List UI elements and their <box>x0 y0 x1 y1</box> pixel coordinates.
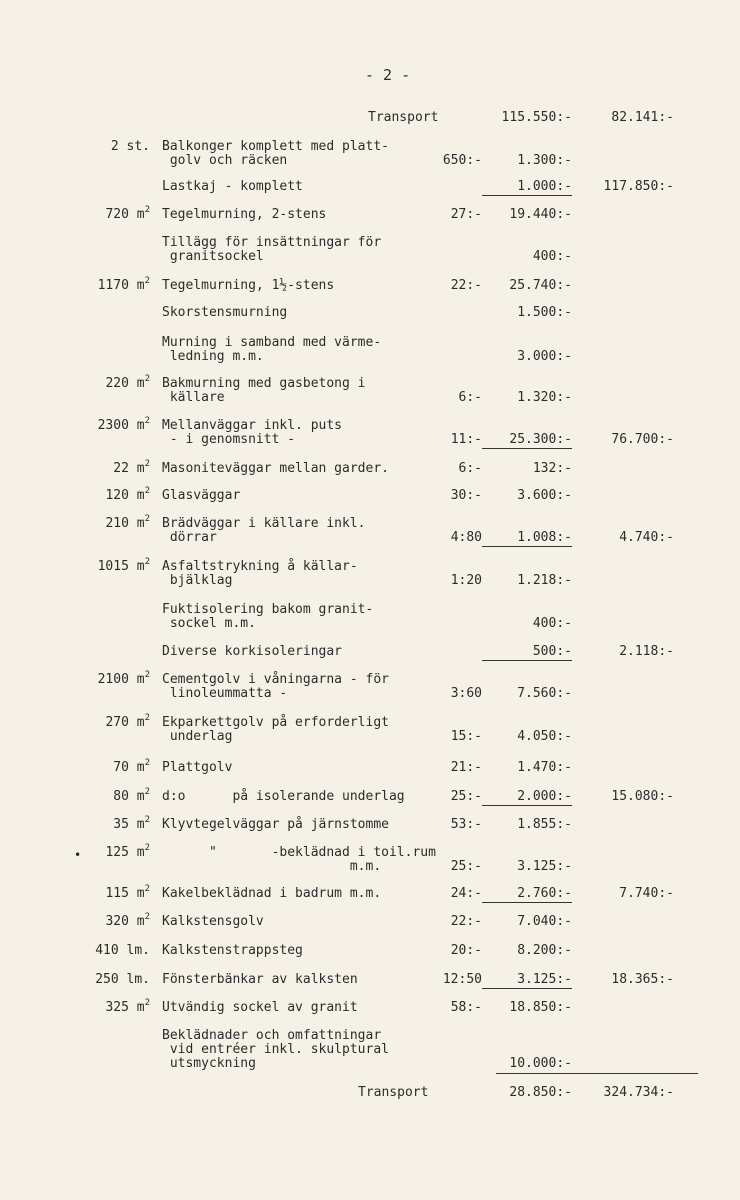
row-amount: 400:- <box>532 249 572 264</box>
row-unit-price: 20:- <box>450 943 482 958</box>
row-quantity <box>0 557 150 574</box>
row-quantity <box>0 973 150 987</box>
row-amount: 10.000:- <box>509 1056 572 1071</box>
row-amount: 1.000:- <box>482 180 572 196</box>
row-unit-price: 24:- <box>450 886 482 901</box>
row-subtotal: 15.080:- <box>611 789 674 804</box>
quantity-text: 720 m <box>105 207 145 222</box>
row-description: Ekparkettgolv på erforderligt underlag <box>162 715 389 744</box>
row-description: Tegelmurning, 1½-stens <box>162 278 335 293</box>
row-description: Murning i samband med värme- ledning m.m. <box>162 335 382 364</box>
footer-transport-subtotal: 324.734:- <box>603 1085 674 1100</box>
row-unit-price: 3:60 <box>450 686 482 701</box>
row-description: Glasväggar <box>162 488 241 503</box>
row-description: Tillägg för insättningar för granitsockel <box>162 235 382 264</box>
row-unit-price: 4:80 <box>450 530 482 545</box>
row-description: Asfaltstrykning å källar- bjälklag <box>162 559 358 588</box>
row-unit-price: 22:- <box>450 914 482 929</box>
row-unit-price: 650:- <box>442 153 482 168</box>
row-quantity <box>0 416 150 433</box>
unit-superscript: 2 <box>144 276 150 286</box>
unit-superscript: 2 <box>144 205 150 215</box>
row-description: " -beklädnad i toil.rum m.m. <box>208 845 436 874</box>
row-amount: 1.218:- <box>517 573 572 588</box>
row-description: Kakelbeklädnad i badrum m.m. <box>162 886 382 901</box>
unit-superscript: 2 <box>144 912 150 922</box>
row-subtotal: 76.700:- <box>611 432 674 447</box>
row-description: Diverse korkisoleringar <box>162 644 343 659</box>
unit-superscript: 2 <box>144 884 150 894</box>
row-description: Brädväggar i källare inkl. dörrar <box>162 516 366 545</box>
row-quantity <box>0 140 150 154</box>
row-unit-price: 25:- <box>450 859 482 874</box>
quantity-text: 115 m <box>105 886 145 901</box>
row-amount: 7.040:- <box>517 914 572 929</box>
quantity-text: 120 m <box>105 488 145 503</box>
row-amount: 3.000:- <box>517 349 572 364</box>
row-amount: 2.000:- <box>482 790 572 806</box>
unit-superscript: 2 <box>144 557 150 567</box>
footer-transport-label: Transport <box>358 1085 429 1100</box>
row-quantity <box>0 787 150 804</box>
quantity-text: 80 m <box>113 789 145 804</box>
row-quantity <box>0 374 150 391</box>
row-amount: 1.300:- <box>517 153 572 168</box>
quantity-text: 220 m <box>105 376 145 391</box>
row-description: Klyvtegelväggar på järnstomme <box>162 817 389 832</box>
unit-superscript: 2 <box>144 416 150 426</box>
row-quantity <box>0 486 150 503</box>
row-description: Cementgolv i våningarna - för linoleummatta - <box>162 672 389 701</box>
quantity-text: 250 lm. <box>95 972 150 987</box>
row-unit-price: 58:- <box>450 1000 482 1015</box>
row-subtotal: 4.740:- <box>619 530 674 545</box>
row-amount: 1.500:- <box>517 305 572 320</box>
row-quantity <box>0 944 150 958</box>
row-amount: 3.125:- <box>517 859 572 874</box>
header-transport-subtotal: 82.141:- <box>611 110 674 125</box>
row-quantity <box>0 884 150 901</box>
row-amount: 1.008:- <box>482 531 572 547</box>
unit-superscript: 2 <box>144 374 150 384</box>
row-description: Kalkstensgolv <box>162 914 264 929</box>
row-unit-price: 15:- <box>450 729 482 744</box>
row-description: Skorstensmurning <box>162 305 288 320</box>
row-amount: 25.300:- <box>482 433 572 449</box>
page-number: - 2 - <box>365 66 411 84</box>
row-amount: 19.440:- <box>509 207 572 222</box>
row-amount: 4.050:- <box>517 729 572 744</box>
row-subtotal: 18.365:- <box>611 972 674 987</box>
row-unit-price: 30:- <box>450 488 482 503</box>
unit-superscript: 2 <box>144 787 150 797</box>
row-amount: 8.200:- <box>517 943 572 958</box>
row-description: Beklädnader och omfattningar vid entréer inkl. skulptural utsmyckning <box>162 1028 389 1071</box>
row-amount: 500:- <box>482 645 572 661</box>
row-unit-price: 25:- <box>450 789 482 804</box>
row-unit-price: 12:50 <box>442 972 482 987</box>
row-amount: 132:- <box>532 461 572 476</box>
row-quantity <box>0 205 150 222</box>
row-unit-price: 6:- <box>458 390 482 405</box>
row-unit-price: 21:- <box>450 760 482 775</box>
row-unit-price: 27:- <box>450 207 482 222</box>
row-description: Lastkaj - komplett <box>162 179 303 194</box>
row-description: Bakmurning med gasbetong i källare <box>162 376 366 405</box>
row-unit-price: 22:- <box>450 278 482 293</box>
unit-superscript: 2 <box>144 843 150 853</box>
row-unit-price: 1:20 <box>450 573 482 588</box>
unit-superscript: 2 <box>144 459 150 469</box>
row-quantity <box>0 998 150 1015</box>
row-quantity <box>0 514 150 531</box>
row-quantity <box>0 912 150 929</box>
header-transport-amount: 115.550:- <box>501 110 572 125</box>
row-description: Balkonger komplett med platt- golv och räcken <box>162 139 389 168</box>
row-amount: 7.560:- <box>517 686 572 701</box>
row-description: d:o på isolerande underlag <box>162 789 405 804</box>
row-quantity <box>0 459 150 476</box>
row-amount: 3.600:- <box>517 488 572 503</box>
quantity-text: 70 m <box>113 760 145 775</box>
row-amount: 400:- <box>532 616 572 631</box>
row-subtotal: 7.740:- <box>619 886 674 901</box>
row-unit-price: 11:- <box>450 432 482 447</box>
row-amount: 2.760:- <box>482 887 572 903</box>
row-amount: 1.470:- <box>517 760 572 775</box>
row-amount: 18.850:- <box>509 1000 572 1015</box>
row-quantity <box>0 670 150 687</box>
unit-superscript: 2 <box>144 758 150 768</box>
quantity-text: 2 st. <box>110 139 150 154</box>
quantity-text: 1015 m <box>97 559 145 574</box>
footer-transport-amount: 28.850:- <box>509 1085 572 1100</box>
unit-superscript: 2 <box>144 998 150 1008</box>
quantity-text: 325 m <box>105 1000 145 1015</box>
unit-superscript: 2 <box>144 514 150 524</box>
quantity-text: 2300 m <box>97 418 145 433</box>
quantity-text: 270 m <box>105 715 145 730</box>
quantity-text: 210 m <box>105 516 145 531</box>
row-quantity <box>0 276 150 293</box>
quantity-text: 125 m <box>105 845 145 860</box>
row-subtotal: 2.118:- <box>619 644 674 659</box>
row-amount: 25.740:- <box>509 278 572 293</box>
row-unit-price: 53:- <box>450 817 482 832</box>
bullet-mark: • <box>74 848 82 862</box>
quantity-text: 22 m <box>113 461 145 476</box>
unit-superscript: 2 <box>144 670 150 680</box>
unit-superscript: 2 <box>144 713 150 723</box>
row-description: Plattgolv <box>162 760 233 775</box>
row-amount: 3.125:- <box>482 973 572 989</box>
row-unit-price: 6:- <box>458 461 482 476</box>
row-description: Tegelmurning, 2-stens <box>162 207 327 222</box>
row-description: Mellanväggar inkl. puts - i genomsnitt - <box>162 418 343 447</box>
quantity-text: 410 lm. <box>95 943 150 958</box>
row-amount: 1.320:- <box>517 390 572 405</box>
unit-superscript: 2 <box>144 815 150 825</box>
quantity-text: 1170 m <box>97 278 145 293</box>
quantity-text: 320 m <box>105 914 145 929</box>
row-description: Fönsterbänkar av kalksten <box>162 972 358 987</box>
row-quantity <box>0 758 150 775</box>
header-transport-label: Transport <box>368 110 439 125</box>
row-description: Masoniteväggar mellan garder. <box>162 461 389 476</box>
row-quantity <box>0 713 150 730</box>
row-amount: 1.855:- <box>517 817 572 832</box>
row-subtotal: 117.850:- <box>603 179 674 194</box>
row-description: Fuktisolering bakom granit- sockel m.m. <box>162 602 374 631</box>
total-rule <box>496 1073 698 1074</box>
quantity-text: 2100 m <box>97 672 145 687</box>
row-description: Utvändig sockel av granit <box>162 1000 358 1015</box>
quantity-text: 35 m <box>113 817 145 832</box>
unit-superscript: 2 <box>144 486 150 496</box>
row-quantity <box>0 815 150 832</box>
row-description: Kalkstenstrappsteg <box>162 943 303 958</box>
